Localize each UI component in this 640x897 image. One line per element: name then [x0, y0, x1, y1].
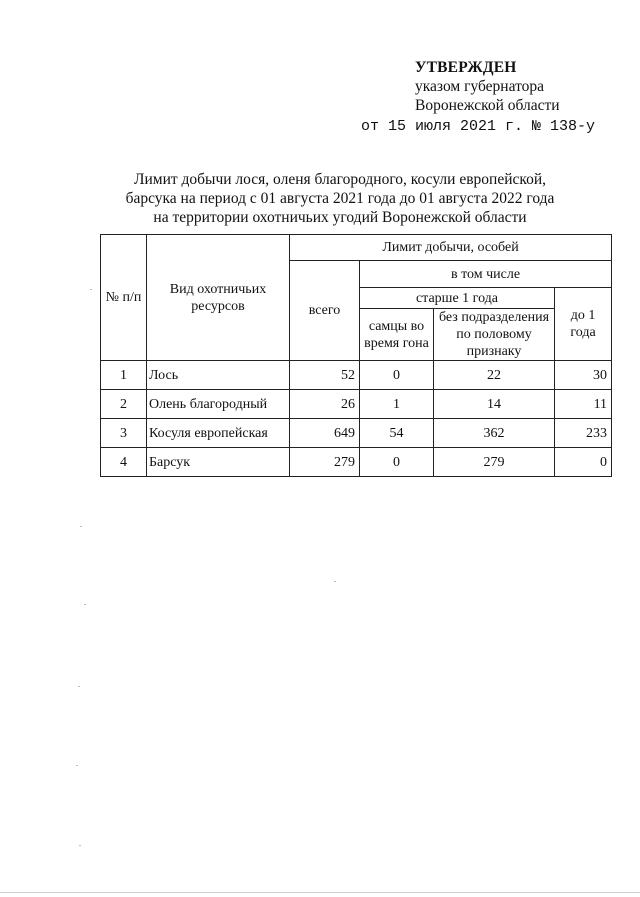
header-limit: Лимит добычи, особей: [290, 235, 612, 261]
cell-males-rut: 0: [360, 448, 434, 477]
cell-no-sex-division: 362: [434, 419, 555, 448]
cell-males-rut: 0: [360, 361, 434, 390]
cell-no-sex-division: 14: [434, 390, 555, 419]
table-row: [101, 419, 612, 448]
header-under-one-year: до 1 года: [555, 288, 612, 361]
scan-speck: [78, 686, 80, 687]
approval-heading: УТВЕРЖДЕН: [415, 59, 517, 76]
header-number: № п/п: [101, 235, 147, 361]
document-title-line-2: барсука на период с 01 августа 2021 года до 01 августа 2022 года: [125, 190, 555, 207]
header-older-than-one-year: старше 1 года: [360, 288, 555, 309]
cell-under-one-year: 233: [555, 419, 612, 448]
cell-resource-name: Косуля европейская: [147, 419, 290, 448]
document-title-line-3: на территории охотничьих угодий Воронежской области: [153, 209, 527, 226]
approval-line-governor: указом губернатора: [415, 78, 545, 95]
cell-under-one-year: 30: [555, 361, 612, 390]
cell-under-one-year: 11: [555, 390, 612, 419]
header-no-sex-division: без подразделения по половому признаку: [434, 309, 555, 361]
cell-males-rut: 1: [360, 390, 434, 419]
cell-total: 26: [290, 390, 360, 419]
scan-speck: [334, 581, 336, 582]
scan-speck: [90, 289, 92, 290]
header-total: всего: [290, 261, 360, 361]
cell-no-sex-division: 279: [434, 448, 555, 477]
scan-speck: [84, 604, 86, 605]
scan-speck: [80, 526, 82, 527]
cell-number: 4: [101, 448, 147, 477]
cell-total: 279: [290, 448, 360, 477]
scan-speck: [76, 765, 78, 766]
cell-number: 3: [101, 419, 147, 448]
cell-resource-name: Лось: [147, 361, 290, 390]
header-resource-type: Вид охотничьих ресурсов: [147, 235, 290, 361]
cell-under-one-year: 0: [555, 448, 612, 477]
cell-resource-name: Олень благородный: [147, 390, 290, 419]
cell-resource-name: Барсук: [147, 448, 290, 477]
header-males-during-rut: самцы во время гона: [360, 309, 434, 361]
cell-total: 52: [290, 361, 360, 390]
cell-number: 2: [101, 390, 147, 419]
scan-speck: [79, 845, 81, 846]
hunting-limit-table: [100, 234, 612, 477]
table-row: [101, 361, 612, 390]
approval-line-region: Воронежской области: [415, 97, 560, 114]
table-row: [101, 390, 612, 419]
cell-total: 649: [290, 419, 360, 448]
cell-number: 1: [101, 361, 147, 390]
cell-males-rut: 54: [360, 419, 434, 448]
approval-block: [415, 58, 635, 115]
cell-no-sex-division: 22: [434, 361, 555, 390]
document-title: [60, 170, 620, 227]
document-title-line-1: Лимит добычи лося, оленя благородного, косули европейской,: [133, 171, 547, 188]
page-bottom-rule: [0, 892, 640, 893]
decree-date-line: от 15 июля 2021 г. № 138-у: [361, 118, 596, 135]
header-including: в том числе: [360, 261, 612, 288]
table-row: [101, 448, 612, 477]
